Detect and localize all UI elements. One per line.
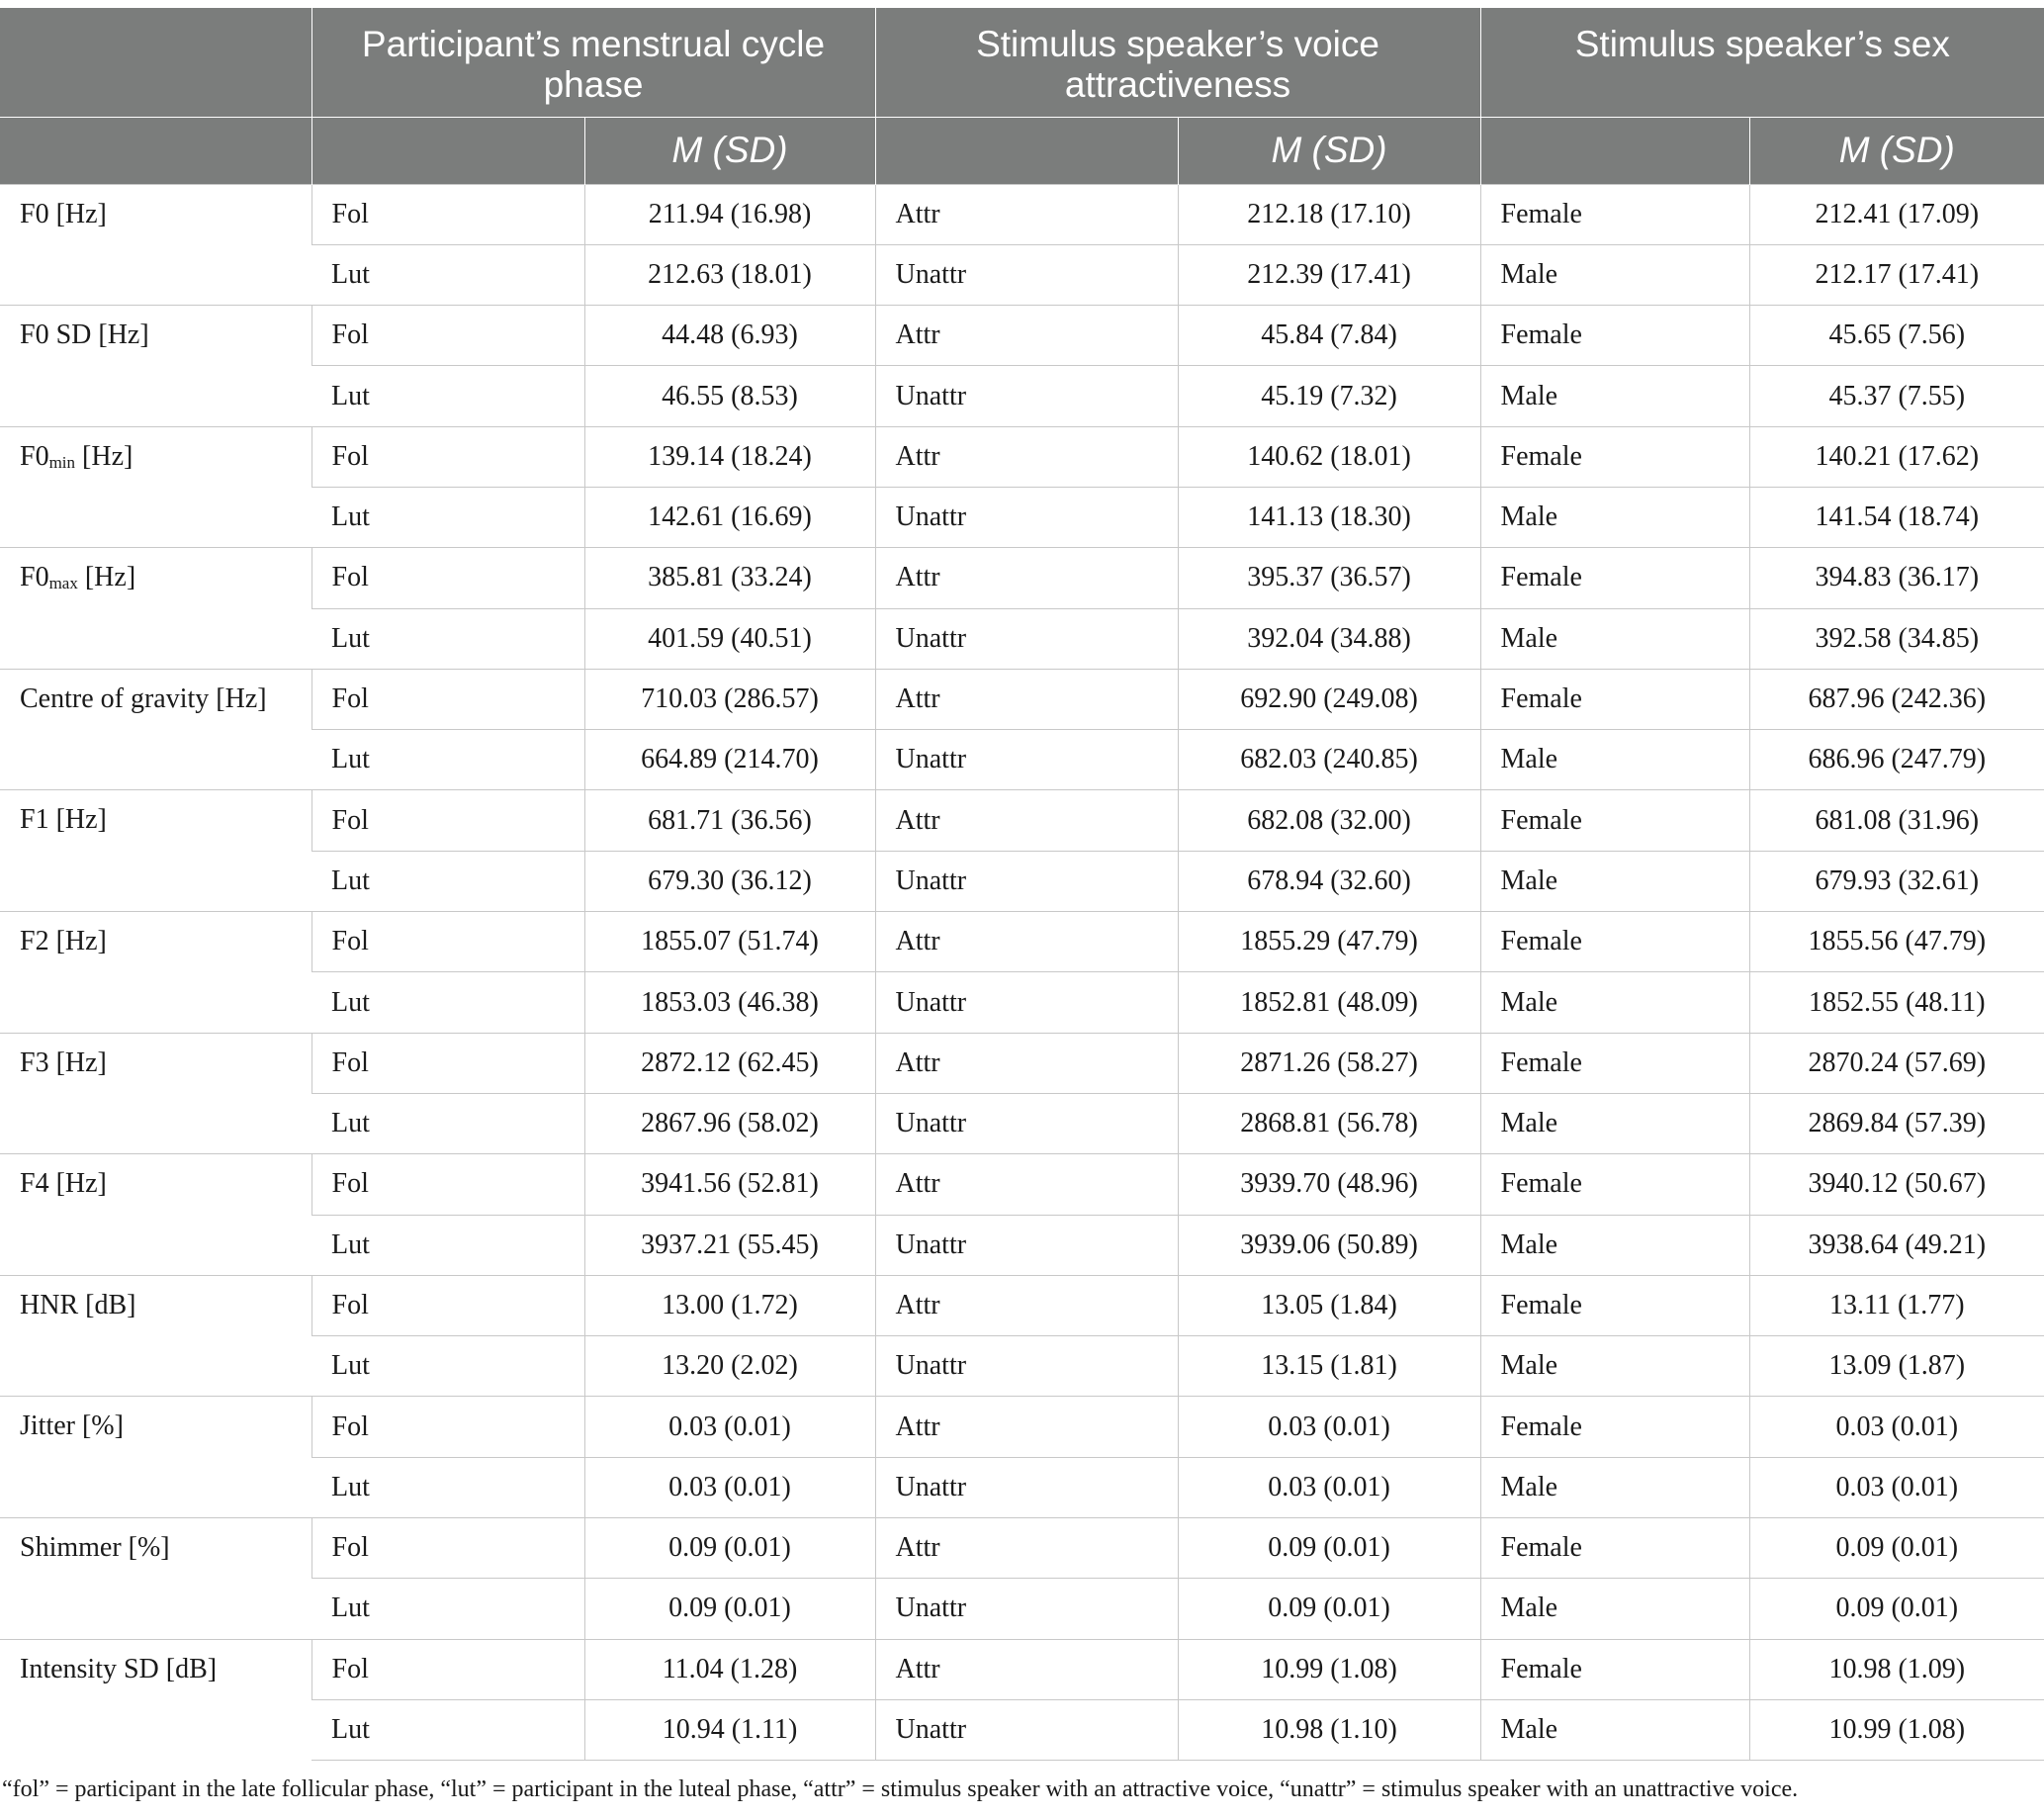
- variable-label: Intensity SD [dB]: [0, 1639, 311, 1761]
- speaker-sex-cell: Male: [1480, 851, 1749, 911]
- speaker-sex-cell: Female: [1480, 1639, 1749, 1699]
- attractiveness-cell: Attr: [875, 184, 1178, 244]
- cycle-phase-value: 0.09 (0.01): [584, 1579, 875, 1639]
- speaker-sex-value: 681.08 (31.96): [1749, 790, 2044, 851]
- speaker-sex-value: 394.83 (36.17): [1749, 548, 2044, 608]
- variable-label: Jitter [%]: [0, 1397, 311, 1518]
- speaker-sex-cell: Male: [1480, 1336, 1749, 1397]
- speaker-sex-value: 45.37 (7.55): [1749, 366, 2044, 426]
- speaker-sex-cell: Female: [1480, 548, 1749, 608]
- speaker-sex-cell: Female: [1480, 184, 1749, 244]
- speaker-sex-value: 212.17 (17.41): [1749, 244, 2044, 305]
- variable-label-base: F0: [20, 440, 49, 472]
- cycle-phase-value: 385.81 (33.24): [584, 548, 875, 608]
- cycle-phase-value: 46.55 (8.53): [584, 366, 875, 426]
- acoustic-measures-table: [0, 8, 2044, 1761]
- cycle-phase-cell: Fol: [311, 912, 584, 972]
- speaker-sex-value: 1855.56 (47.79): [1749, 912, 2044, 972]
- cycle-phase-value: 212.63 (18.01): [584, 244, 875, 305]
- variable-label: Shimmer [%]: [0, 1518, 311, 1640]
- attractiveness-cell: Attr: [875, 1033, 1178, 1093]
- header-corner: [0, 8, 311, 117]
- speaker-sex-cell: Male: [1480, 487, 1749, 547]
- header-blank: [0, 117, 311, 184]
- cycle-phase-cell: Fol: [311, 1154, 584, 1215]
- cycle-phase-cell: Lut: [311, 608, 584, 669]
- header-cycle-phase: Participant’s menstrual cycle phase: [311, 8, 875, 117]
- attractiveness-cell: Attr: [875, 548, 1178, 608]
- speaker-sex-value: 687.96 (242.36): [1749, 669, 2044, 729]
- attractiveness-cell: Unattr: [875, 1699, 1178, 1760]
- cycle-phase-value: 10.94 (1.11): [584, 1699, 875, 1760]
- cycle-phase-cell: Lut: [311, 851, 584, 911]
- speaker-sex-value: 13.09 (1.87): [1749, 1336, 2044, 1397]
- attractiveness-value: 212.18 (17.10): [1178, 184, 1480, 244]
- speaker-sex-value: 10.99 (1.08): [1749, 1699, 2044, 1760]
- attractiveness-value: 395.37 (36.57): [1178, 548, 1480, 608]
- speaker-sex-value: 679.93 (32.61): [1749, 851, 2044, 911]
- header-row-stats: [0, 117, 2044, 184]
- header-voice-attractiveness: Stimulus speaker’s voice attractiveness: [875, 8, 1480, 117]
- speaker-sex-cell: Male: [1480, 608, 1749, 669]
- cycle-phase-cell: Lut: [311, 1579, 584, 1639]
- table-row: [0, 1518, 2044, 1579]
- speaker-sex-cell: Male: [1480, 1215, 1749, 1275]
- speaker-sex-cell: Female: [1480, 1033, 1749, 1093]
- speaker-sex-cell: Female: [1480, 790, 1749, 851]
- speaker-sex-value: 10.98 (1.09): [1749, 1639, 2044, 1699]
- cycle-phase-value: 1853.03 (46.38): [584, 972, 875, 1033]
- cycle-phase-value: 211.94 (16.98): [584, 184, 875, 244]
- table-row: [0, 184, 2044, 244]
- attractiveness-value: 2871.26 (58.27): [1178, 1033, 1480, 1093]
- attractiveness-value: 0.03 (0.01): [1178, 1457, 1480, 1517]
- speaker-sex-value: 212.41 (17.09): [1749, 184, 2044, 244]
- speaker-sex-value: 686.96 (247.79): [1749, 730, 2044, 790]
- attractiveness-cell: Unattr: [875, 244, 1178, 305]
- table-body: [0, 184, 2044, 1761]
- speaker-sex-value: 392.58 (34.85): [1749, 608, 2044, 669]
- speaker-sex-cell: Male: [1480, 1579, 1749, 1639]
- speaker-sex-value: 0.09 (0.01): [1749, 1518, 2044, 1579]
- cycle-phase-value: 3941.56 (52.81): [584, 1154, 875, 1215]
- cycle-phase-cell: Fol: [311, 426, 584, 487]
- speaker-sex-cell: Male: [1480, 1457, 1749, 1517]
- speaker-sex-cell: Female: [1480, 1518, 1749, 1579]
- attractiveness-cell: Attr: [875, 306, 1178, 366]
- table-row: [0, 1639, 2044, 1699]
- variable-label: F1 [Hz]: [0, 790, 311, 912]
- cycle-phase-cell: Fol: [311, 1397, 584, 1457]
- cycle-phase-value: 0.03 (0.01): [584, 1397, 875, 1457]
- attractiveness-value: 0.03 (0.01): [1178, 1397, 1480, 1457]
- attractiveness-value: 45.19 (7.32): [1178, 366, 1480, 426]
- speaker-sex-cell: Female: [1480, 912, 1749, 972]
- attractiveness-cell: Attr: [875, 1154, 1178, 1215]
- attractiveness-value: 212.39 (17.41): [1178, 244, 1480, 305]
- cycle-phase-value: 710.03 (286.57): [584, 669, 875, 729]
- attractiveness-cell: Unattr: [875, 851, 1178, 911]
- variable-label: [0, 548, 311, 670]
- cycle-phase-cell: Lut: [311, 1457, 584, 1517]
- cycle-phase-value: 2872.12 (62.45): [584, 1033, 875, 1093]
- attractiveness-value: 45.84 (7.84): [1178, 306, 1480, 366]
- table-row: [0, 669, 2044, 729]
- table-row: [0, 912, 2044, 972]
- cycle-phase-cell: Fol: [311, 548, 584, 608]
- speaker-sex-value: 1852.55 (48.11): [1749, 972, 2044, 1033]
- variable-label: F0 [Hz]: [0, 184, 311, 306]
- cycle-phase-cell: Lut: [311, 730, 584, 790]
- cycle-phase-cell: Fol: [311, 1275, 584, 1335]
- table-container: [0, 8, 2044, 1761]
- attractiveness-value: 10.99 (1.08): [1178, 1639, 1480, 1699]
- table-row: [0, 306, 2044, 366]
- speaker-sex-cell: Female: [1480, 1275, 1749, 1335]
- header-blank: [875, 117, 1178, 184]
- speaker-sex-value: 3938.64 (49.21): [1749, 1215, 2044, 1275]
- cycle-phase-cell: Lut: [311, 1215, 584, 1275]
- attractiveness-value: 1855.29 (47.79): [1178, 912, 1480, 972]
- cycle-phase-cell: Lut: [311, 366, 584, 426]
- attractiveness-cell: Attr: [875, 912, 1178, 972]
- speaker-sex-cell: Female: [1480, 426, 1749, 487]
- attractiveness-value: 3939.70 (48.96): [1178, 1154, 1480, 1215]
- attractiveness-value: 692.90 (249.08): [1178, 669, 1480, 729]
- variable-label-subscript: max: [48, 574, 78, 593]
- variable-label: [0, 426, 311, 548]
- attractiveness-cell: Unattr: [875, 366, 1178, 426]
- speaker-sex-value: 45.65 (7.56): [1749, 306, 2044, 366]
- variable-label: F2 [Hz]: [0, 912, 311, 1034]
- speaker-sex-cell: Male: [1480, 366, 1749, 426]
- attractiveness-value: 140.62 (18.01): [1178, 426, 1480, 487]
- attractiveness-cell: Unattr: [875, 1579, 1178, 1639]
- attractiveness-value: 141.13 (18.30): [1178, 487, 1480, 547]
- attractiveness-cell: Unattr: [875, 1336, 1178, 1397]
- cycle-phase-value: 0.09 (0.01): [584, 1518, 875, 1579]
- table-footnote: “fol” = participant in the late follicular phase, “lut” = participant in the luteal phase, “attr” = stimulus speaker with an attractive voice, “unattr” = stimulus speaker with an unattractive voice.: [2, 1776, 1799, 1802]
- cycle-phase-value: 13.00 (1.72): [584, 1275, 875, 1335]
- speaker-sex-value: 2870.24 (57.69): [1749, 1033, 2044, 1093]
- cycle-phase-cell: Lut: [311, 972, 584, 1033]
- table-row: [0, 1154, 2044, 1215]
- attractiveness-cell: Attr: [875, 426, 1178, 487]
- speaker-sex-cell: Male: [1480, 972, 1749, 1033]
- cycle-phase-cell: Fol: [311, 306, 584, 366]
- header-stat-cycle: M (SD): [584, 117, 875, 184]
- cycle-phase-value: 13.20 (2.02): [584, 1336, 875, 1397]
- header-stat-sex: M (SD): [1749, 117, 2044, 184]
- cycle-phase-cell: Lut: [311, 487, 584, 547]
- cycle-phase-cell: Fol: [311, 1033, 584, 1093]
- cycle-phase-cell: Lut: [311, 244, 584, 305]
- attractiveness-cell: Unattr: [875, 972, 1178, 1033]
- cycle-phase-value: 44.48 (6.93): [584, 306, 875, 366]
- attractiveness-value: 678.94 (32.60): [1178, 851, 1480, 911]
- attractiveness-value: 0.09 (0.01): [1178, 1518, 1480, 1579]
- table-row: [0, 1397, 2044, 1457]
- attractiveness-cell: Attr: [875, 1275, 1178, 1335]
- attractiveness-cell: Attr: [875, 1397, 1178, 1457]
- speaker-sex-value: 141.54 (18.74): [1749, 487, 2044, 547]
- table-row: [0, 1033, 2044, 1093]
- header-speaker-sex: Stimulus speaker’s sex: [1480, 8, 2044, 117]
- variable-label: F4 [Hz]: [0, 1154, 311, 1276]
- variable-label-subscript: min: [48, 452, 76, 472]
- cycle-phase-cell: Lut: [311, 1093, 584, 1153]
- table-row: [0, 426, 2044, 487]
- variable-label-base: F0: [20, 562, 49, 593]
- table-row: [0, 1275, 2044, 1335]
- attractiveness-cell: Attr: [875, 790, 1178, 851]
- attractiveness-cell: Unattr: [875, 608, 1178, 669]
- cycle-phase-cell: Fol: [311, 1518, 584, 1579]
- speaker-sex-cell: Male: [1480, 244, 1749, 305]
- speaker-sex-cell: Male: [1480, 1093, 1749, 1153]
- cycle-phase-value: 681.71 (36.56): [584, 790, 875, 851]
- header-stat-attractiveness: M (SD): [1178, 117, 1480, 184]
- speaker-sex-value: 0.03 (0.01): [1749, 1457, 2044, 1517]
- attractiveness-value: 3939.06 (50.89): [1178, 1215, 1480, 1275]
- cycle-phase-value: 401.59 (40.51): [584, 608, 875, 669]
- attractiveness-cell: Unattr: [875, 730, 1178, 790]
- attractiveness-value: 2868.81 (56.78): [1178, 1093, 1480, 1153]
- variable-label: F0 SD [Hz]: [0, 306, 311, 427]
- speaker-sex-value: 0.09 (0.01): [1749, 1579, 2044, 1639]
- header-blank: [1480, 117, 1749, 184]
- attractiveness-cell: Unattr: [875, 1457, 1178, 1517]
- attractiveness-value: 682.08 (32.00): [1178, 790, 1480, 851]
- attractiveness-cell: Attr: [875, 669, 1178, 729]
- table-row: [0, 548, 2044, 608]
- speaker-sex-cell: Male: [1480, 1699, 1749, 1760]
- attractiveness-value: 10.98 (1.10): [1178, 1699, 1480, 1760]
- cycle-phase-value: 679.30 (36.12): [584, 851, 875, 911]
- attractiveness-value: 392.04 (34.88): [1178, 608, 1480, 669]
- cycle-phase-value: 11.04 (1.28): [584, 1639, 875, 1699]
- cycle-phase-cell: Fol: [311, 1639, 584, 1699]
- header-row-groups: [0, 8, 2044, 117]
- speaker-sex-value: 140.21 (17.62): [1749, 426, 2044, 487]
- variable-label: HNR [dB]: [0, 1275, 311, 1397]
- cycle-phase-value: 139.14 (18.24): [584, 426, 875, 487]
- cycle-phase-cell: Lut: [311, 1699, 584, 1760]
- cycle-phase-cell: Fol: [311, 669, 584, 729]
- cycle-phase-cell: Fol: [311, 184, 584, 244]
- speaker-sex-cell: Female: [1480, 1154, 1749, 1215]
- attractiveness-value: 0.09 (0.01): [1178, 1579, 1480, 1639]
- speaker-sex-value: 13.11 (1.77): [1749, 1275, 2044, 1335]
- cycle-phase-value: 3937.21 (55.45): [584, 1215, 875, 1275]
- speaker-sex-value: 3940.12 (50.67): [1749, 1154, 2044, 1215]
- variable-label: F3 [Hz]: [0, 1033, 311, 1154]
- speaker-sex-cell: Female: [1480, 669, 1749, 729]
- cycle-phase-value: 664.89 (214.70): [584, 730, 875, 790]
- cycle-phase-cell: Fol: [311, 790, 584, 851]
- table-row: [0, 790, 2044, 851]
- speaker-sex-value: 2869.84 (57.39): [1749, 1093, 2044, 1153]
- cycle-phase-value: 2867.96 (58.02): [584, 1093, 875, 1153]
- header-blank: [311, 117, 584, 184]
- attractiveness-cell: Unattr: [875, 1215, 1178, 1275]
- cycle-phase-value: 1855.07 (51.74): [584, 912, 875, 972]
- attractiveness-value: 13.15 (1.81): [1178, 1336, 1480, 1397]
- variable-label-unit: [Hz]: [77, 562, 136, 593]
- speaker-sex-value: 0.03 (0.01): [1749, 1397, 2044, 1457]
- attractiveness-value: 13.05 (1.84): [1178, 1275, 1480, 1335]
- cycle-phase-cell: Lut: [311, 1336, 584, 1397]
- attractiveness-cell: Unattr: [875, 487, 1178, 547]
- variable-label-unit: [Hz]: [75, 440, 133, 472]
- cycle-phase-value: 0.03 (0.01): [584, 1457, 875, 1517]
- attractiveness-cell: Attr: [875, 1518, 1178, 1579]
- speaker-sex-cell: Male: [1480, 730, 1749, 790]
- attractiveness-value: 682.03 (240.85): [1178, 730, 1480, 790]
- variable-label: Centre of gravity [Hz]: [0, 669, 311, 790]
- attractiveness-cell: Unattr: [875, 1093, 1178, 1153]
- attractiveness-cell: Attr: [875, 1639, 1178, 1699]
- speaker-sex-cell: Female: [1480, 1397, 1749, 1457]
- speaker-sex-cell: Female: [1480, 306, 1749, 366]
- attractiveness-value: 1852.81 (48.09): [1178, 972, 1480, 1033]
- cycle-phase-value: 142.61 (16.69): [584, 487, 875, 547]
